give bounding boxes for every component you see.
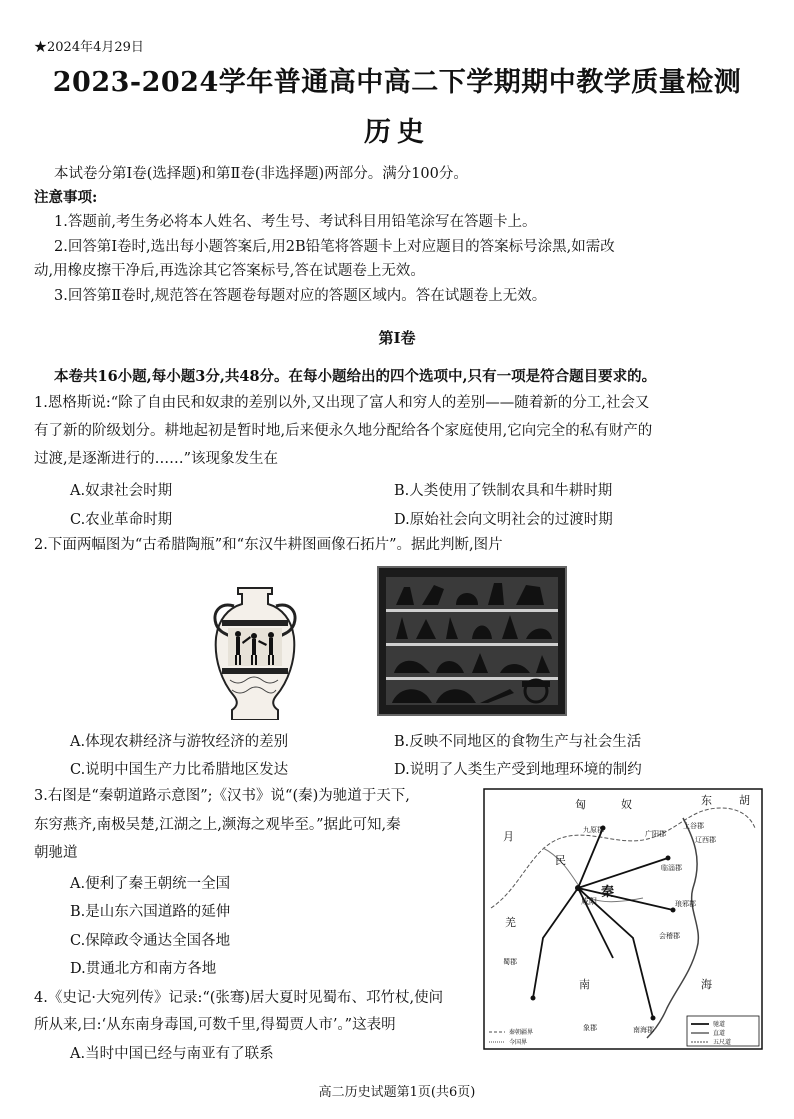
q1-stem-line: 有了新的阶级划分。耕地起初是暂时地,后来便永久地分配给各个家庭使用,它向完全的私有财产的 xyxy=(34,423,653,439)
q4-stem-line: 4.《史记·大宛列传》记录:“(张骞)居大夏时见蜀布、邛竹杖,使问 xyxy=(34,990,444,1006)
map-label: 蜀郡 xyxy=(503,959,517,966)
q3-stem-line: 3.右图是“秦朝道路示意图”;《汉书》说“(秦)为驰道于天下, xyxy=(34,788,410,804)
legend-label: 直道 xyxy=(713,1031,726,1037)
map-label: 九原郡 xyxy=(583,827,604,834)
q3-option-d: D.贯通北方和南方各地 xyxy=(70,961,217,977)
map-label: 琅邪郡 xyxy=(675,901,696,908)
notice-item: 3.回答第Ⅱ卷时,规范答在答题卷每题对应的答题区域内。答在试题卷上无效。 xyxy=(54,288,547,304)
map-label: 东 xyxy=(701,795,712,807)
q2-option-c: C.说明中国生产力比希腊地区发达 xyxy=(70,762,289,778)
map-label: 上谷郡 xyxy=(683,823,704,830)
q1-option-b: B.人类使用了铁制农具和牛耕时期 xyxy=(394,483,613,499)
map-label: 辽西郡 xyxy=(695,837,716,844)
map-label: 广阳郡 xyxy=(645,831,666,838)
q3-option-c: C.保障政令通达全国各地 xyxy=(70,933,231,949)
q2-stem: 2.下面两幅图为“古希腊陶瓶”和“东汉牛耕图画像石拓片”。据此判断,图片 xyxy=(34,537,503,553)
section-instruction: 本卷共16小题,每小题3分,共48分。在每小题给出的四个选项中,只有一项是符合题目要求的。 xyxy=(54,368,657,385)
q2-option-b: B.反映不同地区的食物生产与社会生活 xyxy=(394,734,642,750)
intro-text: 本试卷分第Ⅰ卷(选择题)和第Ⅱ卷(非选择题)两部分。满分100分。 xyxy=(54,166,468,182)
q3-option-a: A.便利了秦王朝统一全国 xyxy=(70,876,231,892)
map-label: 海 xyxy=(701,979,712,991)
q1-option-a: A.奴隶社会时期 xyxy=(70,483,173,499)
map-label: 象郡 xyxy=(583,1025,597,1032)
q3-stem-line: 朝驰道 xyxy=(34,845,78,861)
map-label: 月 xyxy=(503,831,514,843)
q1-option-c: C.农业革命时期 xyxy=(70,512,173,528)
exam-title: 2023-2024学年普通高中高二下学期期中教学质量检测 xyxy=(52,67,742,98)
q2-option-d: D.说明了人类生产受到地理环境的制约 xyxy=(394,762,642,778)
map-label: 匈 xyxy=(575,799,586,811)
section-title: 第Ⅰ卷 xyxy=(378,329,416,347)
greek-vase-image xyxy=(208,580,302,720)
legend-label: 驰道 xyxy=(713,1022,726,1028)
exam-date: ★2024年4月29日 xyxy=(34,40,144,55)
q1-option-d: D.原始社会向文明社会的过渡时期 xyxy=(394,512,613,528)
map-label: 羌 xyxy=(505,917,516,929)
map-label: 临淄郡 xyxy=(661,865,682,872)
map-label: 秦 xyxy=(601,884,615,899)
q3-stem-line: 东穷燕齐,南极吴楚,江湖之上,濒海之观毕至。”据此可知,秦 xyxy=(34,817,401,833)
map-label: 胡 xyxy=(739,795,750,807)
map-label: 南 xyxy=(579,979,590,991)
legend-label: 秦朝疆界 xyxy=(509,1030,534,1036)
map-label: 奴 xyxy=(621,799,632,811)
q2-option-a: A.体现农耕经济与游牧经济的差别 xyxy=(70,734,289,750)
legend-label: 五尺道 xyxy=(713,1040,732,1046)
map-label: 南海郡 xyxy=(633,1027,654,1034)
legend-label: 今国界 xyxy=(509,1040,528,1046)
map-label: 民 xyxy=(555,855,566,867)
map-label: 会稽郡 xyxy=(659,933,680,940)
notice-item: 2.回答第Ⅰ卷时,选出每小题答案后,用2B铅笔将答题卡上对应题目的答案标号涂黑,如需改 xyxy=(54,239,615,255)
q4-stem-line: 所从来,曰:‘从东南身毒国,可数千里,得蜀贾人市’。”这表明 xyxy=(34,1017,396,1033)
exam-subject: 历史 xyxy=(364,117,430,148)
q3-option-b: B.是山东六国道路的延伸 xyxy=(70,904,231,920)
han-ox-plowing-rubbing-image xyxy=(376,565,568,717)
q4-option-a: A.当时中国已经与南亚有了联系 xyxy=(70,1046,274,1062)
map-label: 咸阳 xyxy=(581,897,597,906)
qin-road-map xyxy=(483,788,763,1050)
notice-item: 动,用橡皮擦干净后,再选涂其它答案标号,答在试题卷上无效。 xyxy=(34,263,425,279)
q1-stem-line: 过渡,是逐渐进行的……”该现象发生在 xyxy=(34,451,279,467)
q1-stem-line: 1.恩格斯说:“除了自由民和奴隶的差别以外,又出现了富人和穷人的差别——随着新的分工,社会又 xyxy=(34,395,650,411)
notice-heading: 注意事项: xyxy=(34,189,98,206)
page-footer: 高二历史试题第1页(共6页) xyxy=(318,1085,476,1100)
notice-item: 1.答题前,考生务必将本人姓名、考生号、考试科目用铅笔涂写在答题卡上。 xyxy=(54,214,537,230)
